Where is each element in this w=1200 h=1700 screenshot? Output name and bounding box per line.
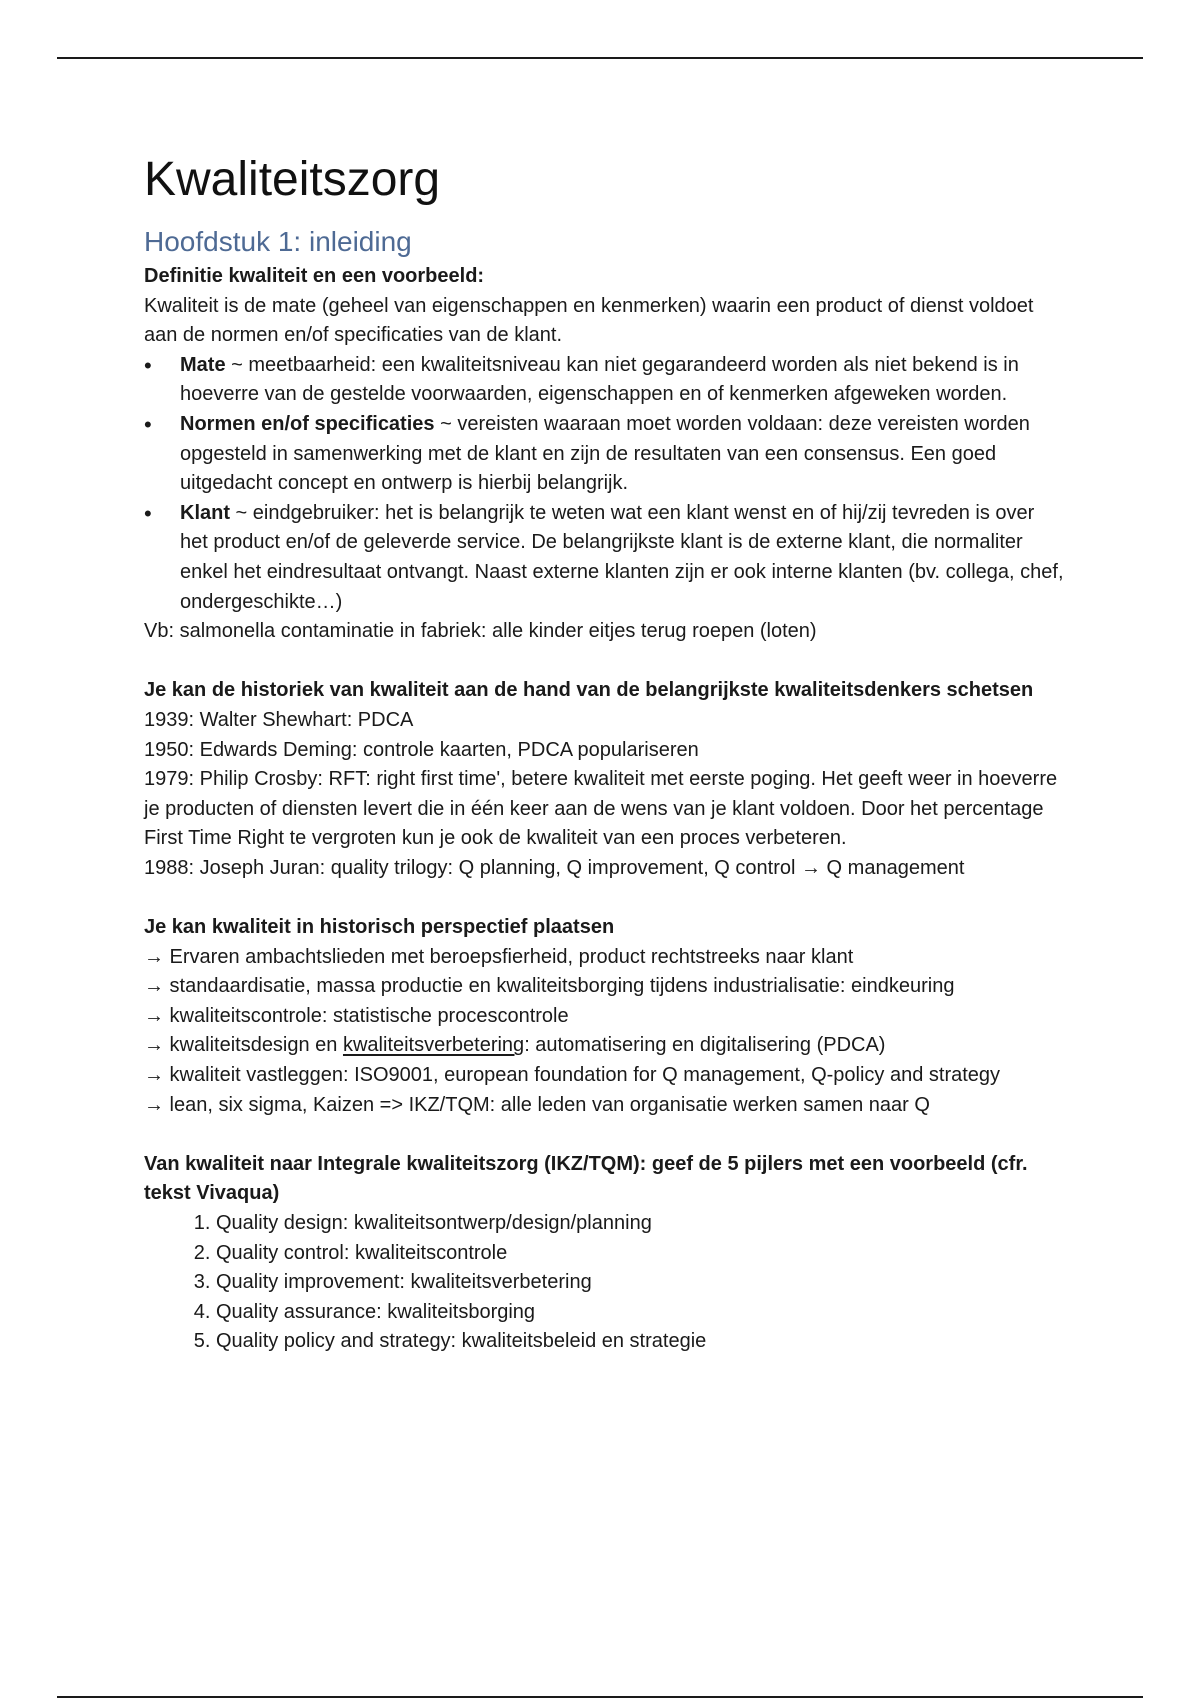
header-rule bbox=[57, 57, 1143, 59]
footer-rule bbox=[57, 1696, 1143, 1698]
history-line: 1939: Walter Shewhart: PDCA bbox=[144, 708, 414, 731]
pillar-item: 2. Quality control: kwaliteitscontrole bbox=[216, 1239, 1064, 1269]
pillar-list bbox=[144, 1209, 1064, 1357]
bullet-item-mate bbox=[180, 351, 1064, 410]
bullet-text: ~ vereisten waaraan moet worden voldaan: deze vereisten worden opgesteld in samenwerking met de klant en zijn de resultaten van een consensus. Een goed uitgedacht concept en ontwerp is hierbij belangrijk. bbox=[180, 412, 1030, 495]
bullet-term: Normen en/of specificaties bbox=[180, 412, 435, 435]
bullet-text: ~ meetbaarheid: een kwaliteitsniveau kan niet gegarandeerd worden als niet bekend is in hoeverre van de gestelde voorwaarden, eigenschappen en of kenmerken afgeweken worden. bbox=[180, 353, 1019, 406]
pillar-item: 4. Quality assurance: kwaliteitsborging bbox=[216, 1298, 1064, 1328]
perspective-line: → kwaliteit vastleggen: ISO9001, european foundation for Q management, Q-policy and strategy bbox=[144, 1064, 1001, 1087]
example-line: Vb: salmonella contaminatie in fabriek: alle kinder eitjes terug roepen (loten) bbox=[144, 620, 817, 643]
section-heading-definition: Definitie kwaliteit en een voorbeeld: bbox=[144, 265, 485, 287]
section-heading-ikz: Van kwaliteit naar Integrale kwaliteitszorg (IKZ/TQM): geef de 5 pijlers met een voorbeeld (cfr. tekst Vivaqua) bbox=[144, 1152, 1028, 1205]
pillar-item: 1. Quality design: kwaliteitsontwerp/design/planning bbox=[216, 1209, 1064, 1239]
history-line: 1979: Philip Crosby: RFT: right first time', betere kwaliteit met eerste poging. Het geeft weer in hoeverre je producten of diensten levert die in één keer aan de wens van je klant voldoen. Door het percentage First Time Right te vergroten kun je ook de kwaliteit van een proces verbeteren. bbox=[144, 768, 1058, 850]
history-line: 1950: Edwards Deming: controle kaarten, PDCA populariseren bbox=[144, 738, 699, 761]
perspective-line: → standaardisatie, massa productie en kwaliteitsborging tijdens industrialisatie: eindkeuring bbox=[144, 975, 955, 998]
perspective-line: → lean, six sigma, Kaizen => IKZ/TQM: alle leden van organisatie werken samen naar Q bbox=[144, 1093, 930, 1116]
pillar-item: 3. Quality improvement: kwaliteitsverbetering bbox=[216, 1268, 1064, 1298]
chapter-heading: Hoofdstuk 1: inleiding bbox=[144, 226, 412, 257]
bullet-term: Klant bbox=[180, 501, 230, 524]
perspective-line: → kwaliteitscontrole: statistische procescontrole bbox=[144, 1004, 569, 1027]
perspective-line: → Ervaren ambachtslieden met beroepsfierheid, product rechtstreeks naar klant bbox=[144, 945, 854, 968]
underlined-term: kwaliteitsverbetering bbox=[342, 1034, 525, 1057]
bullet-item-normen bbox=[180, 410, 1064, 499]
perspective-line-design bbox=[144, 1031, 1064, 1061]
document-page bbox=[144, 150, 1064, 1357]
document-title: Kwaliteitszorg bbox=[144, 153, 441, 206]
pillar-item: 5. Quality policy and strategy: kwaliteitsbeleid en strategie bbox=[216, 1327, 1064, 1357]
section-heading-history: Je kan de historiek van kwaliteit aan de hand van de belangrijkste kwaliteitsdenkers schetsen bbox=[144, 679, 1034, 702]
spacer bbox=[144, 647, 1064, 677]
bullet-text: ~ eindgebruiker: het is belangrijk te weten wat een klant wenst en of hij/zij tevreden is over het product en/of de geleverde service. De belangrijkste klant is de externe klant, die normaliter enkel het eindresultaat ontvangt. Naast externe klanten zijn er ook interne klanten (bv. collega, chef, ondergeschikte…) bbox=[180, 501, 1064, 613]
design-prefix: → kwaliteitsdesign en bbox=[144, 1034, 343, 1057]
bullet-item-klant bbox=[180, 499, 1064, 617]
spacer bbox=[144, 883, 1064, 913]
definition-bullet-list bbox=[144, 351, 1064, 617]
design-suffix: : automatisering en digitalisering (PDCA) bbox=[524, 1034, 886, 1057]
section-heading-perspective: Je kan kwaliteit in historisch perspectief plaatsen bbox=[144, 916, 615, 939]
history-line: 1988: Joseph Juran: quality trilogy: Q planning, Q improvement, Q control → Q management bbox=[144, 856, 965, 879]
spacer bbox=[144, 1120, 1064, 1150]
bullet-term: Mate bbox=[180, 353, 226, 376]
definition-paragraph: Kwaliteit is de mate (geheel van eigenschappen en kenmerken) waarin een product of dienst voldoet aan de normen en/of specificaties van de klant. bbox=[144, 294, 1034, 347]
